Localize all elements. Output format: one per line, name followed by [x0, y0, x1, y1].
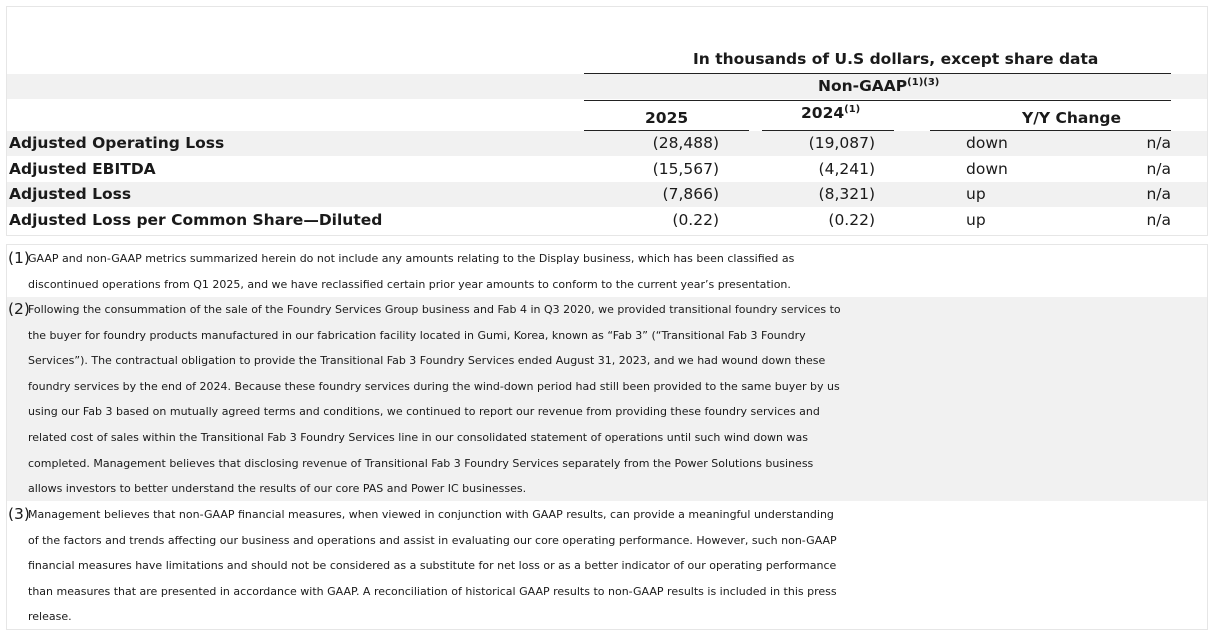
footnote-line: than measures that are presented in accordance with GAAP. A reconciliation of historical GAAP results to non-GAAP results is included in this press	[28, 584, 837, 598]
footnote-line: GAAP and non-GAAP metrics summarized herein do not include any amounts relating to the Display business, which has been classified as	[28, 252, 795, 265]
footnote-1	[8, 246, 1210, 297]
change-percent: n/a	[1146, 160, 1171, 178]
footnote-line: discontinued operations from Q1 2025, and we have reclassified certain prior year amounts to conform to the current year’s presentation.	[28, 277, 791, 291]
change-percent: n/a	[1146, 134, 1171, 152]
value-2024: (19,087)	[808, 134, 875, 152]
value-2025: (7,866)	[662, 185, 719, 203]
footnote-line: foundry services by the end of 2024. Because these foundry services during the wind-down period had still been provided to the same buyer by us	[28, 379, 840, 393]
footnote-body	[8, 502, 1210, 630]
column-header-yoy-change: Y/Y Change	[1022, 109, 1122, 127]
footnote-marker: (3)	[8, 505, 30, 523]
footnote-body	[8, 246, 1210, 297]
footnote-line: completed. Management believes that disclosing revenue of Transitional Fab 3 Foundry Services separately from the Power Solutions business	[28, 456, 814, 470]
footnote-body	[8, 297, 1210, 502]
column-header-2024	[801, 104, 860, 122]
non-gaap-heading-text: Non-GAAP	[818, 77, 908, 95]
footnote-line: the buyer for foundry products manufactured in our fabrication facility located in Gumi, Korea, known as “Fab 3” (“Transitional Fab 3 Foundry	[28, 328, 806, 342]
row-label: Adjusted Loss	[9, 185, 132, 203]
value-2024: (0.22)	[828, 211, 875, 229]
change-percent: n/a	[1146, 185, 1171, 203]
footnote-line: of the factors and trends affecting our business and operations and assist in evaluating our core operating performance. However, such non-GAAP	[28, 533, 837, 547]
footnote-line: Services”). The contractual obligation to provide the Transitional Fab 3 Foundry Services ended August 31, 2023, and we had wound down these	[28, 354, 826, 368]
non-gaap-heading	[818, 77, 939, 95]
footnote-marker: (1)	[8, 249, 30, 267]
non-gaap-heading-sup: (1)(3)	[907, 77, 940, 88]
value-2025: (28,488)	[652, 134, 719, 152]
row-label: Adjusted Loss per Common Share—Diluted	[9, 211, 383, 229]
footnote-2	[8, 297, 1210, 502]
non-gaap-rule	[584, 100, 1171, 101]
column-header-2025: 2025	[645, 109, 689, 127]
value-2025: (0.22)	[672, 211, 719, 229]
footnote-marker: (2)	[8, 300, 30, 318]
column-header-2024-text: 2024	[801, 104, 845, 122]
footnote-line: Following the consummation of the sale of the Foundry Services Group business and Fab 4 in Q3 2020, we provided transitional foundry services to	[28, 303, 841, 316]
row-label: Adjusted Operating Loss	[9, 134, 225, 152]
row-label: Adjusted EBITDA	[9, 160, 156, 178]
row-stripe-3	[7, 182, 1207, 207]
units-heading: In thousands of U.S dollars, except share data	[693, 50, 1099, 68]
footnote-line: Management believes that non-GAAP financial measures, when viewed in conjunction with GAAP results, can provide a meaningful understanding	[28, 508, 834, 521]
group-heading-band	[7, 74, 1207, 99]
footnote-line: allows investors to better understand the results of our core PAS and Power IC businesses.	[28, 482, 527, 496]
change-direction: down	[966, 160, 1008, 178]
change-percent: n/a	[1146, 211, 1171, 229]
change-direction: up	[966, 211, 986, 229]
column-header-2024-sup: (1)	[844, 104, 861, 115]
value-2024: (4,241)	[818, 160, 875, 178]
value-2025: (15,567)	[652, 160, 719, 178]
value-2024: (8,321)	[818, 185, 875, 203]
change-direction: down	[966, 134, 1008, 152]
footnote-3	[8, 502, 1210, 630]
footnote-line: financial measures have limitations and should not be considered as a substitute for net loss or as a better indicator of our operating performance	[28, 559, 837, 573]
footnote-line: release.	[28, 610, 72, 624]
footnote-line: using our Fab 3 based on mutually agreed terms and conditions, we continued to report our revenue from providing these foundry services and	[28, 405, 820, 419]
footnote-line: related cost of sales within the Transitional Fab 3 Foundry Services line in our consolidated statement of operations until such wind down was	[28, 430, 808, 444]
change-direction: up	[966, 185, 986, 203]
